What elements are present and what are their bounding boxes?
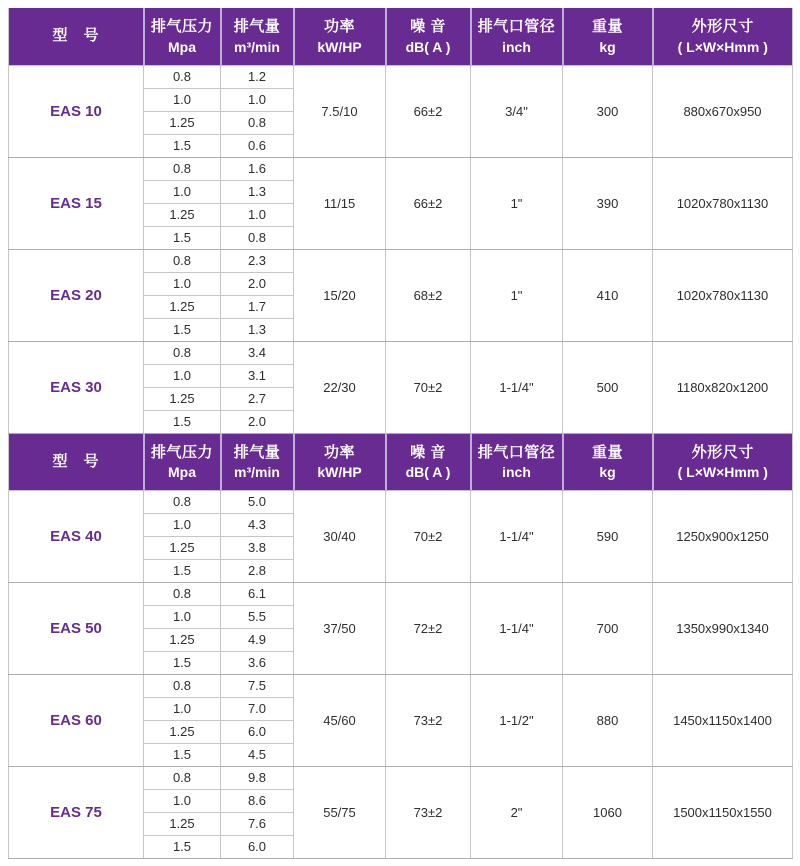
- noise-cell: 70±2: [386, 341, 471, 433]
- header-cell-noise: [386, 433, 471, 490]
- header-cell-noise: [386, 8, 471, 65]
- displacement-cell: 1.3: [221, 318, 294, 341]
- header-label-pressure: 排气压力: [150, 18, 213, 36]
- power-cell: 45/60: [294, 674, 386, 766]
- header-label-weight: 重量: [591, 18, 623, 36]
- displacement-cell: 5.0: [221, 490, 294, 513]
- header-label-dimensions: 外形尺寸: [691, 18, 754, 36]
- header-row: [9, 8, 793, 65]
- displacement-cell: 0.8: [221, 226, 294, 249]
- pressure-cell: 1.25: [144, 628, 221, 651]
- pressure-cell: 1.25: [144, 295, 221, 318]
- noise-cell: 73±2: [386, 766, 471, 858]
- displacement-cell: 6.0: [221, 835, 294, 858]
- port-cell: 1-1/4": [471, 582, 563, 674]
- weight-cell: 410: [563, 249, 653, 341]
- header-cell-weight: [563, 433, 653, 490]
- header-cell-power: [294, 433, 386, 490]
- port-cell: 1": [471, 157, 563, 249]
- displacement-cell: 3.6: [221, 651, 294, 674]
- pressure-cell: 0.8: [144, 341, 221, 364]
- dimensions-cell: 1450x1150x1400: [653, 674, 793, 766]
- header-cell-model: [9, 433, 144, 490]
- spec-row: [9, 766, 793, 789]
- model-cell: EAS 20: [9, 249, 144, 341]
- noise-cell: 73±2: [386, 674, 471, 766]
- header-unit-displacement: m³/min: [234, 464, 280, 481]
- displacement-cell: 0.8: [221, 111, 294, 134]
- spec-row: [9, 582, 793, 605]
- displacement-cell: 2.8: [221, 559, 294, 582]
- header-unit-power: kW/HP: [317, 464, 362, 481]
- header-unit-dimensions: ( L×W×Hmm ): [677, 464, 768, 481]
- displacement-cell: 1.0: [221, 88, 294, 111]
- displacement-cell: 2.0: [221, 272, 294, 295]
- displacement-cell: 3.4: [221, 341, 294, 364]
- pressure-cell: 1.0: [144, 88, 221, 111]
- pressure-cell: 1.0: [144, 180, 221, 203]
- pressure-cell: 1.0: [144, 272, 221, 295]
- model-cell: EAS 75: [9, 766, 144, 858]
- weight-cell: 500: [563, 341, 653, 433]
- header-label-dimensions: 外形尺寸: [691, 443, 754, 461]
- header-label-port: 排气口管径: [477, 18, 556, 36]
- spec-row: [9, 341, 793, 364]
- displacement-cell: 1.7: [221, 295, 294, 318]
- pressure-cell: 1.5: [144, 835, 221, 858]
- pressure-cell: 1.25: [144, 387, 221, 410]
- power-cell: 37/50: [294, 582, 386, 674]
- header-cell-pressure: [144, 8, 221, 65]
- pressure-cell: 1.25: [144, 203, 221, 226]
- header-cell-port: [471, 433, 563, 490]
- pressure-cell: 1.5: [144, 410, 221, 433]
- weight-cell: 590: [563, 490, 653, 582]
- pressure-cell: 0.8: [144, 766, 221, 789]
- pressure-cell: 0.8: [144, 249, 221, 272]
- header-unit-pressure: Mpa: [168, 464, 196, 481]
- header-label-displacement: 排气量: [233, 18, 281, 36]
- noise-cell: 66±2: [386, 157, 471, 249]
- header-label-port: 排气口管径: [477, 443, 556, 461]
- pressure-cell: 0.8: [144, 674, 221, 697]
- power-cell: 30/40: [294, 490, 386, 582]
- displacement-cell: 0.6: [221, 134, 294, 157]
- pressure-cell: 1.5: [144, 134, 221, 157]
- dimensions-cell: 1350x990x1340: [653, 582, 793, 674]
- displacement-cell: 4.5: [221, 743, 294, 766]
- pressure-cell: 1.0: [144, 364, 221, 387]
- header-unit-pressure: Mpa: [168, 39, 196, 56]
- spec-table: [8, 8, 793, 859]
- header-label-noise: 噪 音: [410, 443, 446, 461]
- model-cell: EAS 30: [9, 341, 144, 433]
- displacement-cell: 2.3: [221, 249, 294, 272]
- displacement-cell: 2.7: [221, 387, 294, 410]
- port-cell: 1-1/4": [471, 490, 563, 582]
- displacement-cell: 1.2: [221, 65, 294, 88]
- power-cell: 55/75: [294, 766, 386, 858]
- power-cell: 15/20: [294, 249, 386, 341]
- header-label-model: 型 号: [52, 27, 99, 45]
- header-label-pressure: 排气压力: [150, 443, 213, 461]
- displacement-cell: 9.8: [221, 766, 294, 789]
- displacement-cell: 7.5: [221, 674, 294, 697]
- weight-cell: 390: [563, 157, 653, 249]
- header-cell-port: [471, 8, 563, 65]
- displacement-cell: 2.0: [221, 410, 294, 433]
- port-cell: 1-1/2": [471, 674, 563, 766]
- weight-cell: 700: [563, 582, 653, 674]
- displacement-cell: 8.6: [221, 789, 294, 812]
- header-unit-port: inch: [502, 39, 531, 56]
- pressure-cell: 1.25: [144, 111, 221, 134]
- dimensions-cell: 1020x780x1130: [653, 157, 793, 249]
- pressure-cell: 1.5: [144, 743, 221, 766]
- pressure-cell: 0.8: [144, 157, 221, 180]
- header-cell-weight: [563, 8, 653, 65]
- displacement-cell: 6.1: [221, 582, 294, 605]
- header-cell-model: [9, 8, 144, 65]
- displacement-cell: 4.3: [221, 513, 294, 536]
- spec-row: [9, 490, 793, 513]
- displacement-cell: 3.1: [221, 364, 294, 387]
- spec-row: [9, 157, 793, 180]
- dimensions-cell: 1020x780x1130: [653, 249, 793, 341]
- power-cell: 11/15: [294, 157, 386, 249]
- header-label-model: 型 号: [52, 452, 99, 470]
- dimensions-cell: 880x670x950: [653, 65, 793, 157]
- pressure-cell: 1.5: [144, 651, 221, 674]
- header-cell-displacement: [221, 433, 294, 490]
- spec-row: [9, 249, 793, 272]
- model-cell: EAS 10: [9, 65, 144, 157]
- model-cell: EAS 40: [9, 490, 144, 582]
- displacement-cell: 5.5: [221, 605, 294, 628]
- displacement-cell: 1.6: [221, 157, 294, 180]
- displacement-cell: 1.3: [221, 180, 294, 203]
- header-row: [9, 433, 793, 490]
- pressure-cell: 1.5: [144, 559, 221, 582]
- noise-cell: 68±2: [386, 249, 471, 341]
- displacement-cell: 1.0: [221, 203, 294, 226]
- header-label-weight: 重量: [591, 443, 623, 461]
- pressure-cell: 0.8: [144, 490, 221, 513]
- power-cell: 7.5/10: [294, 65, 386, 157]
- header-unit-weight: kg: [599, 39, 616, 56]
- header-unit-dimensions: ( L×W×Hmm ): [677, 39, 768, 56]
- displacement-cell: 4.9: [221, 628, 294, 651]
- header-cell-dimensions: [653, 433, 793, 490]
- dimensions-cell: 1250x900x1250: [653, 490, 793, 582]
- header-unit-displacement: m³/min: [234, 39, 280, 56]
- header-label-power: 功率: [323, 18, 355, 36]
- weight-cell: 1060: [563, 766, 653, 858]
- pressure-cell: 1.25: [144, 536, 221, 559]
- pressure-cell: 0.8: [144, 582, 221, 605]
- displacement-cell: 7.6: [221, 812, 294, 835]
- power-cell: 22/30: [294, 341, 386, 433]
- weight-cell: 880: [563, 674, 653, 766]
- pressure-cell: 1.0: [144, 513, 221, 536]
- model-cell: EAS 15: [9, 157, 144, 249]
- pressure-cell: 1.5: [144, 318, 221, 341]
- noise-cell: 70±2: [386, 490, 471, 582]
- header-cell-dimensions: [653, 8, 793, 65]
- pressure-cell: 1.25: [144, 720, 221, 743]
- pressure-cell: 1.0: [144, 605, 221, 628]
- header-unit-noise: dB( A ): [405, 464, 451, 481]
- displacement-cell: 3.8: [221, 536, 294, 559]
- spec-row: [9, 65, 793, 88]
- header-cell-displacement: [221, 8, 294, 65]
- pressure-cell: 0.8: [144, 65, 221, 88]
- port-cell: 1": [471, 249, 563, 341]
- displacement-cell: 6.0: [221, 720, 294, 743]
- port-cell: 2": [471, 766, 563, 858]
- header-unit-port: inch: [502, 464, 531, 481]
- dimensions-cell: 1500x1150x1550: [653, 766, 793, 858]
- header-cell-power: [294, 8, 386, 65]
- model-cell: EAS 60: [9, 674, 144, 766]
- header-unit-power: kW/HP: [317, 39, 362, 56]
- pressure-cell: 1.0: [144, 789, 221, 812]
- header-label-displacement: 排气量: [233, 443, 281, 461]
- header-label-noise: 噪 音: [410, 18, 446, 36]
- port-cell: 3/4": [471, 65, 563, 157]
- header-unit-noise: dB( A ): [405, 39, 451, 56]
- displacement-cell: 7.0: [221, 697, 294, 720]
- header-cell-pressure: [144, 433, 221, 490]
- noise-cell: 72±2: [386, 582, 471, 674]
- pressure-cell: 1.25: [144, 812, 221, 835]
- model-cell: EAS 50: [9, 582, 144, 674]
- spec-row: [9, 674, 793, 697]
- header-label-power: 功率: [323, 443, 355, 461]
- weight-cell: 300: [563, 65, 653, 157]
- noise-cell: 66±2: [386, 65, 471, 157]
- pressure-cell: 1.5: [144, 226, 221, 249]
- header-unit-weight: kg: [599, 464, 616, 481]
- pressure-cell: 1.0: [144, 697, 221, 720]
- dimensions-cell: 1180x820x1200: [653, 341, 793, 433]
- port-cell: 1-1/4": [471, 341, 563, 433]
